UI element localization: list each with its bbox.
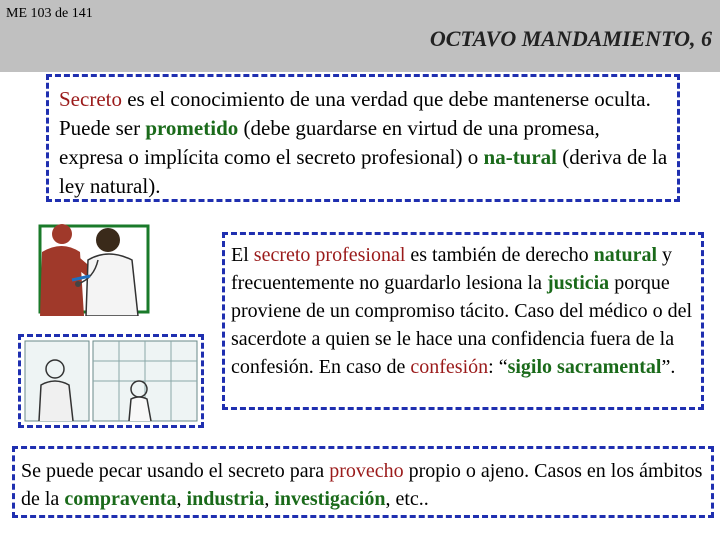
text: , [176, 488, 187, 510]
professional-secret-box [222, 232, 704, 410]
text: (deriva de la ley natural). [59, 145, 668, 198]
term-natural: na-tural [483, 145, 558, 169]
text: y frecuentemente no guardarlo lesiona la [231, 244, 672, 294]
text: El [231, 244, 254, 266]
term-confesion: confesión [410, 356, 489, 378]
term-justicia: justicia [546, 272, 610, 294]
confessional-illustration [18, 334, 204, 428]
text: Se puede pecar usando el secreto para [21, 460, 330, 482]
definition-box [46, 74, 680, 202]
term-compraventa: compraventa [64, 488, 177, 510]
text: es el conocimiento de una verdad que debe mantenerse oculta. Puede ser [59, 87, 651, 140]
text: ”. [661, 356, 676, 378]
slide-title: OCTAVO MANDAMIENTO, 6 [429, 26, 712, 51]
term-natural: natural [593, 244, 657, 266]
text: : “ [488, 356, 508, 378]
text: porque proviene de un compromiso tácito. Caso del médico o del sacerdote a quien se le hace una confidencia fuera de la confesión. En caso de [231, 272, 692, 378]
text: , etc.. [385, 488, 429, 510]
term-secreto-profesional: secreto profesional [253, 244, 406, 266]
text: propio o ajeno. Casos en los ámbitos de la [21, 460, 703, 510]
slide-header [0, 0, 720, 72]
slide-number: ME 103 de 141 [6, 6, 93, 21]
text: , [264, 488, 275, 510]
term-sigilo-sacramental: sigilo sacramental [507, 356, 662, 378]
term-industria: industria [186, 488, 265, 510]
term-secreto: Secreto [59, 87, 122, 111]
term-prometido: prometido [145, 116, 239, 140]
doctor-patient-illustration [28, 218, 152, 316]
text: (debe guardarse en virtud de una promesa, expresa o implícita como el secreto profesional) o [59, 116, 600, 169]
sin-cases-box [12, 446, 714, 518]
term-investigacion: investigación [274, 488, 386, 510]
term-provecho: provecho [329, 460, 404, 482]
text: es también de derecho [405, 244, 594, 266]
